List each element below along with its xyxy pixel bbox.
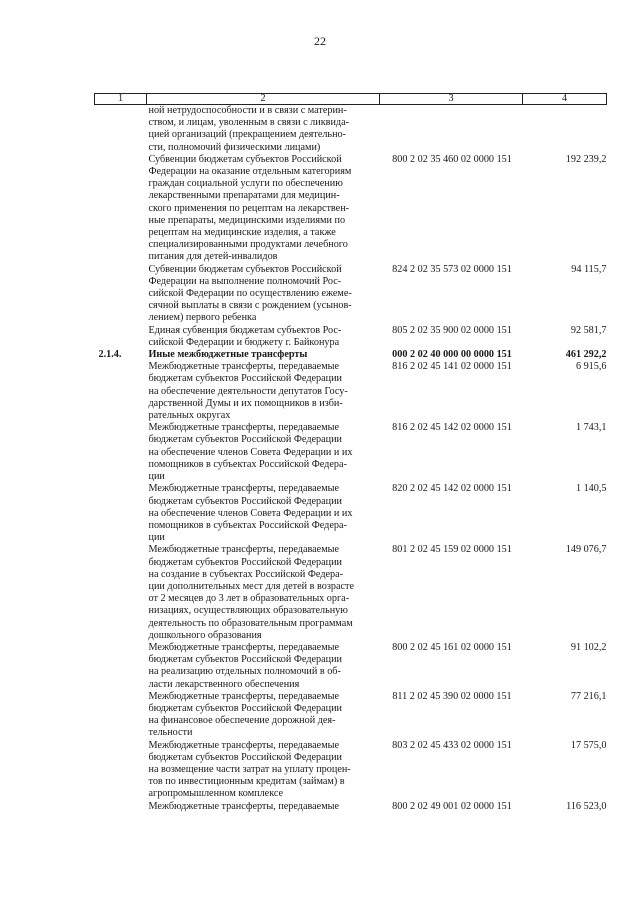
row-amount: 77 216,1 (570, 690, 607, 702)
description-line: дошкольного образования (148, 629, 262, 641)
description-line: низациях, осуществляющих образовательную (148, 605, 348, 617)
description-line: деятельность по образовательным программам (148, 617, 353, 629)
table-row (95, 544, 607, 642)
row-budget-code: 816 2 02 45 142 02 0000 151 (392, 422, 512, 434)
description-line: агропромышленном комплексе (148, 788, 284, 800)
header-col-1: 1 (95, 94, 147, 105)
table-row (95, 349, 607, 361)
description-line: ции (148, 532, 165, 544)
description-line: Межбюджетные трансферты, передаваемые (148, 422, 340, 434)
table-header (95, 94, 607, 105)
table-row (95, 691, 607, 740)
description-line: от 2 месяцев до 3 лет в образовательных орга- (148, 593, 350, 605)
table-row (95, 483, 607, 544)
row-description (147, 264, 380, 325)
description-line: цией организаций (прекращением деятельно- (148, 129, 347, 141)
description-line: Межбюджетные трансферты, передаваемые (148, 800, 340, 812)
description-line: Федерации на оказание отдельным категориям (148, 166, 352, 178)
description-line: тельности (148, 727, 193, 739)
header-row (95, 94, 607, 105)
row-description (147, 154, 380, 264)
description-line: помощников в субъектах Российской Федера- (148, 458, 347, 470)
row-amount: 461 292,2 (565, 349, 607, 361)
description-line: Межбюджетные трансферты, передаваемые (148, 483, 340, 495)
description-line: на обеспечение деятельности депутатов Госу- (148, 385, 348, 397)
row-number: 2.1.4. (98, 349, 122, 361)
description-line: ского применения по рецептам на лекарствен- (148, 202, 350, 214)
description-line: Межбюджетные трансферты, передаваемые (148, 544, 340, 556)
row-budget-code: 800 2 02 49 001 02 0000 151 (392, 800, 512, 812)
description-line: бюджетам субъектов Российской Федерации (148, 434, 342, 446)
row-number (95, 154, 147, 264)
table-row (95, 642, 607, 691)
description-line: ной нетрудоспособности и в связи с материн- (148, 105, 347, 116)
description-line: ством, и лицам, уволенным в связи с ликвида- (148, 117, 350, 129)
row-description (147, 105, 380, 154)
row-description (147, 544, 380, 642)
row-number (95, 264, 147, 325)
description-line: питания для детей-инвалидов (148, 251, 278, 263)
description-line: Федерации на выполнение полномочий Рос- (148, 275, 342, 287)
description-line: специализированными продуктами лечебного (148, 239, 348, 251)
table-row (95, 264, 607, 325)
row-budget-code: 820 2 02 45 142 02 0000 151 (392, 483, 512, 495)
row-number (95, 483, 147, 544)
description-line: Субвенции бюджетам субъектов Российской (148, 153, 342, 165)
row-budget-code: 824 2 02 35 573 02 0000 151 (392, 263, 512, 275)
row-amount (523, 105, 607, 154)
row-description (147, 325, 380, 349)
description-line: рецептам на медицинские изделия, а также (148, 227, 336, 239)
header-col-2: 2 (147, 94, 380, 105)
table-row (95, 361, 607, 422)
description-line: на возмещение части затрат на уплату процен- (148, 763, 351, 775)
row-description (147, 642, 380, 691)
description-line: помощников в субъектах Российской Федера- (148, 519, 347, 531)
row-amount: 92 581,7 (570, 324, 607, 336)
row-number (95, 544, 147, 642)
description-line: бюджетам субъектов Российской Федерации (148, 556, 342, 568)
description-line: на финансовое обеспечение дорожной дея- (148, 715, 336, 727)
description-line: бюджетам субъектов Российской Федерации (148, 751, 342, 763)
row-amount: 149 076,7 (565, 544, 607, 556)
description-line: ные препараты, медицинскими изделиями по (148, 214, 346, 226)
description-line: Субвенции бюджетам субъектов Российской (148, 263, 342, 275)
description-line: дарственной Думы и их помощников в изби- (148, 397, 343, 409)
budget-table (94, 93, 607, 813)
row-number (95, 740, 147, 801)
row-number (95, 642, 147, 691)
description-line: бюджетам субъектов Российской Федерации (148, 654, 342, 666)
description-line: Межбюджетные трансферты, передаваемые (148, 641, 340, 653)
description-line: ции (148, 471, 165, 483)
description-line: сийской Федерации и бюджету г. Байконура (148, 336, 340, 348)
description-line: ции дополнительных мест для детей в возрасте (148, 580, 354, 592)
description-line: на обеспечение членов Совета Федерации и их (148, 507, 353, 519)
description-line: бюджетам субъектов Российской Федерации (148, 495, 342, 507)
description-line: рательных округах (148, 410, 231, 422)
row-description (147, 740, 380, 801)
row-amount: 1 743,1 (575, 422, 607, 434)
description-line: лекарственными препаратами для медицин- (148, 190, 340, 202)
row-budget-code: 800 2 02 35 460 02 0000 151 (392, 153, 512, 165)
description-line: на реализацию отдельных полномочий в об- (148, 666, 341, 678)
description-line: бюджетам субъектов Российской Федерации (148, 373, 342, 385)
table-row (95, 422, 607, 483)
row-budget-code: 803 2 02 45 433 02 0000 151 (392, 739, 512, 751)
row-budget-code: 816 2 02 45 141 02 0000 151 (392, 361, 512, 373)
row-budget-code: 000 2 02 40 000 00 0000 151 (392, 349, 512, 361)
description-line: бюджетам субъектов Российской Федерации (148, 702, 342, 714)
row-description (147, 349, 380, 361)
table-row (95, 325, 607, 349)
description-line: Межбюджетные трансферты, передаваемые (148, 739, 340, 751)
row-description (147, 361, 380, 422)
description-line: ласти лекарственного обеспечения (148, 678, 300, 690)
header-col-4: 4 (523, 94, 607, 105)
row-amount: 94 115,7 (571, 263, 607, 275)
row-amount: 192 239,2 (565, 153, 607, 165)
row-description (147, 422, 380, 483)
table-row (95, 801, 607, 813)
description-line: на обеспечение членов Совета Федерации и их (148, 446, 353, 458)
row-budget-code: 800 2 02 45 161 02 0000 151 (392, 641, 512, 653)
description-line: на создание в субъектах Российской Федера- (148, 568, 344, 580)
description-line: Единая субвенция бюджетам субъектов Рос- (148, 324, 342, 336)
description-line: тов по инвестиционным кредитам (займам) в (148, 776, 345, 788)
row-description (147, 801, 380, 813)
row-amount: 17 575,0 (570, 739, 607, 751)
page-number: 22 (314, 34, 326, 48)
row-number (95, 325, 147, 349)
header-col-3: 3 (380, 94, 523, 105)
row-budget-code: 811 2 02 45 390 02 0000 151 (392, 690, 512, 702)
description-line: Межбюджетные трансферты, передаваемые (148, 361, 340, 373)
row-amount: 1 140,5 (575, 483, 607, 495)
row-number (95, 801, 147, 813)
row-budget-code (380, 105, 523, 154)
row-budget-code: 805 2 02 35 900 02 0000 151 (392, 324, 512, 336)
description-line: граждан социальной услуги по обеспечению (148, 178, 343, 190)
row-number (95, 691, 147, 740)
row-budget-code: 801 2 02 45 159 02 0000 151 (392, 544, 512, 556)
row-amount: 6 915,6 (575, 361, 607, 373)
description-line: сти, полномочий физическими лицами) (148, 141, 321, 153)
description-line: лением) первого ребенка (148, 312, 257, 324)
row-number (95, 361, 147, 422)
description-line: Межбюджетные трансферты, передаваемые (148, 690, 340, 702)
row-number (95, 105, 147, 154)
row-amount: 116 523,0 (566, 800, 607, 812)
row-amount: 91 102,2 (570, 641, 607, 653)
table-row (95, 740, 607, 801)
description-line: сийской Федерации по осуществлению ежеме- (148, 288, 352, 300)
row-number (95, 422, 147, 483)
table-row (95, 154, 607, 264)
description-line: сячной выплаты в связи с рождением (усынов- (148, 300, 352, 312)
row-description (147, 691, 380, 740)
table-row (95, 105, 607, 154)
table-body (95, 105, 607, 813)
row-description (147, 483, 380, 544)
description-line: Иные межбюджетные трансферты (148, 349, 308, 361)
